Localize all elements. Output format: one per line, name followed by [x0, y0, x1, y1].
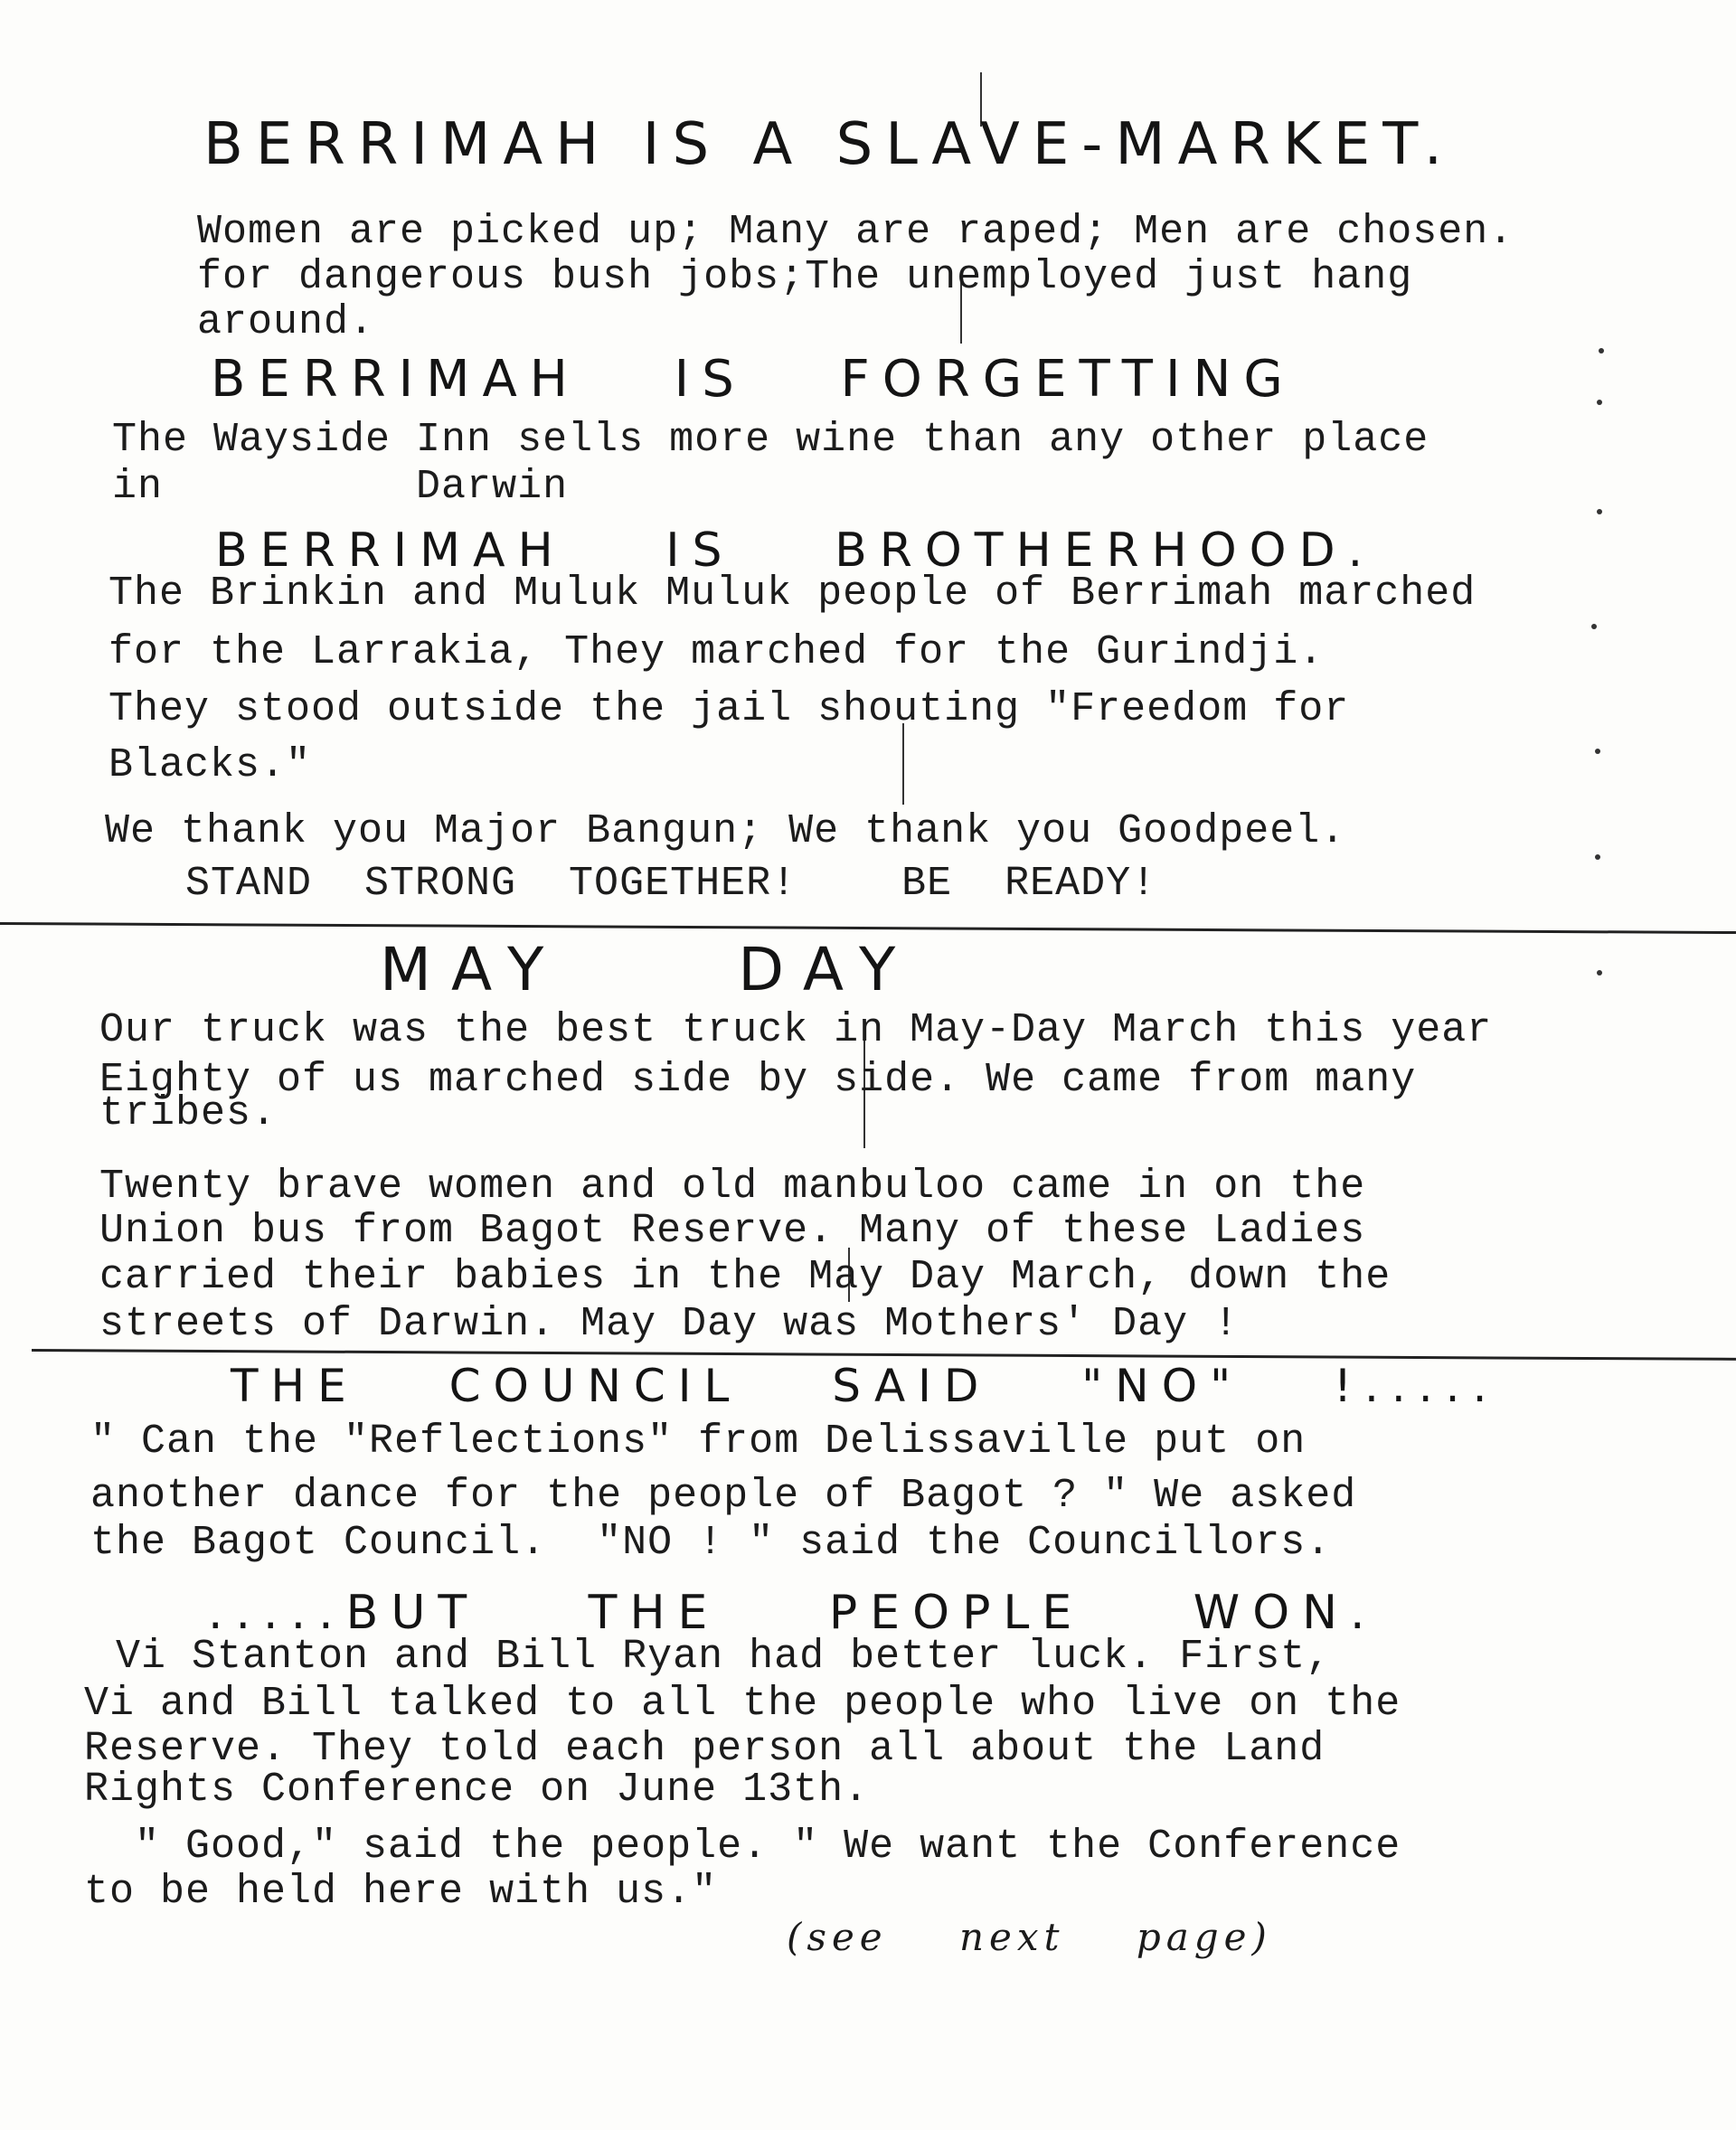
- may-day-line-4: Twenty brave women and old manbuloo came in on the: [99, 1164, 1366, 1210]
- may-day-line-2: Eighty of us marched side by side. We came from many: [99, 1057, 1417, 1103]
- people-won-line-6: to be held here with us.": [84, 1869, 718, 1915]
- may-day-line-1: Our truck was the best truck in May-Day March this year: [99, 1007, 1493, 1053]
- margin-speck: [1591, 624, 1597, 629]
- forgetting-line-1: The Wayside Inn sells more wine than any other place: [112, 417, 1429, 463]
- people-won-line-5: " Good," said the people. " We want the Conference: [84, 1824, 1401, 1870]
- fold-crease: [902, 723, 904, 805]
- margin-speck: [1597, 509, 1602, 514]
- margin-speck: [1597, 400, 1602, 405]
- people-won-line-4: Rights Conference on June 13th.: [84, 1767, 870, 1813]
- brotherhood-line-3: They stood outside the jail shouting "Freedom for: [108, 686, 1350, 732]
- may-day-line-6: carried their babies in the May Day March, down the: [99, 1254, 1392, 1300]
- margin-speck: [1597, 970, 1602, 975]
- section-divider: [0, 922, 1736, 934]
- heading-people-won: .....BUT THE PEOPLE WON.: [208, 1586, 1378, 1640]
- margin-speck: [1595, 854, 1600, 860]
- people-won-line-2: Vi and Bill talked to all the people who live on the: [84, 1681, 1401, 1727]
- brotherhood-line-6: STAND STRONG TOGETHER! BE READY!: [185, 861, 1157, 907]
- margin-speck: [1599, 348, 1604, 353]
- council-line-3: the Bagot Council. "NO ! " said the Councillors.: [90, 1520, 1332, 1566]
- council-line-2: another dance for the people of Bagot ? " We asked: [90, 1473, 1357, 1519]
- brotherhood-line-5: We thank you Major Bangun; We thank you Goodpeel.: [105, 808, 1346, 854]
- council-line-1: " Can the "Reflections" from Delissaville put on: [90, 1418, 1307, 1465]
- may-day-line-7: streets of Darwin. May Day was Mothers' Day !: [99, 1301, 1240, 1347]
- slave-market-line-1: Women are picked up; Many are raped; Men are chosen.: [197, 209, 1514, 255]
- people-won-line-1: Vi Stanton and Bill Ryan had better luck. First,: [90, 1634, 1332, 1680]
- may-day-line-5: Union bus from Bagot Reserve. Many of these Ladies: [99, 1208, 1366, 1254]
- see-next-page-note: (see next page): [787, 1915, 1272, 1959]
- slave-market-line-2: for dangerous bush jobs;The unemployed just hang: [197, 254, 1413, 300]
- brotherhood-line-2: for the Larrakia, They marched for the Gurindji.: [108, 629, 1325, 675]
- heading-forgetting: BERRIMAH IS FORGETTING: [211, 350, 1296, 409]
- brotherhood-line-4: Blacks.": [108, 742, 312, 788]
- margin-speck: [1595, 749, 1600, 754]
- brotherhood-line-1: The Brinkin and Muluk Muluk people of Berrimah marched: [108, 570, 1477, 617]
- heading-council-said-no: THE COUNCIL SAID "NO" !.....: [231, 1360, 1500, 1412]
- heading-slave-market: BERRIMAH IS A SLAVE-MARKET.: [203, 111, 1456, 178]
- heading-may-day: MAY DAY: [380, 935, 916, 1004]
- forgetting-line-2: in Darwin: [112, 464, 569, 510]
- section-divider: [32, 1349, 1736, 1361]
- may-day-line-3: tribes.: [99, 1090, 278, 1136]
- people-won-line-3: Reserve. They told each person all about the Land: [84, 1726, 1326, 1772]
- heading-brotherhood: BERRIMAH IS BROTHERHOOD.: [215, 523, 1376, 578]
- slave-market-line-3: around.: [197, 299, 375, 345]
